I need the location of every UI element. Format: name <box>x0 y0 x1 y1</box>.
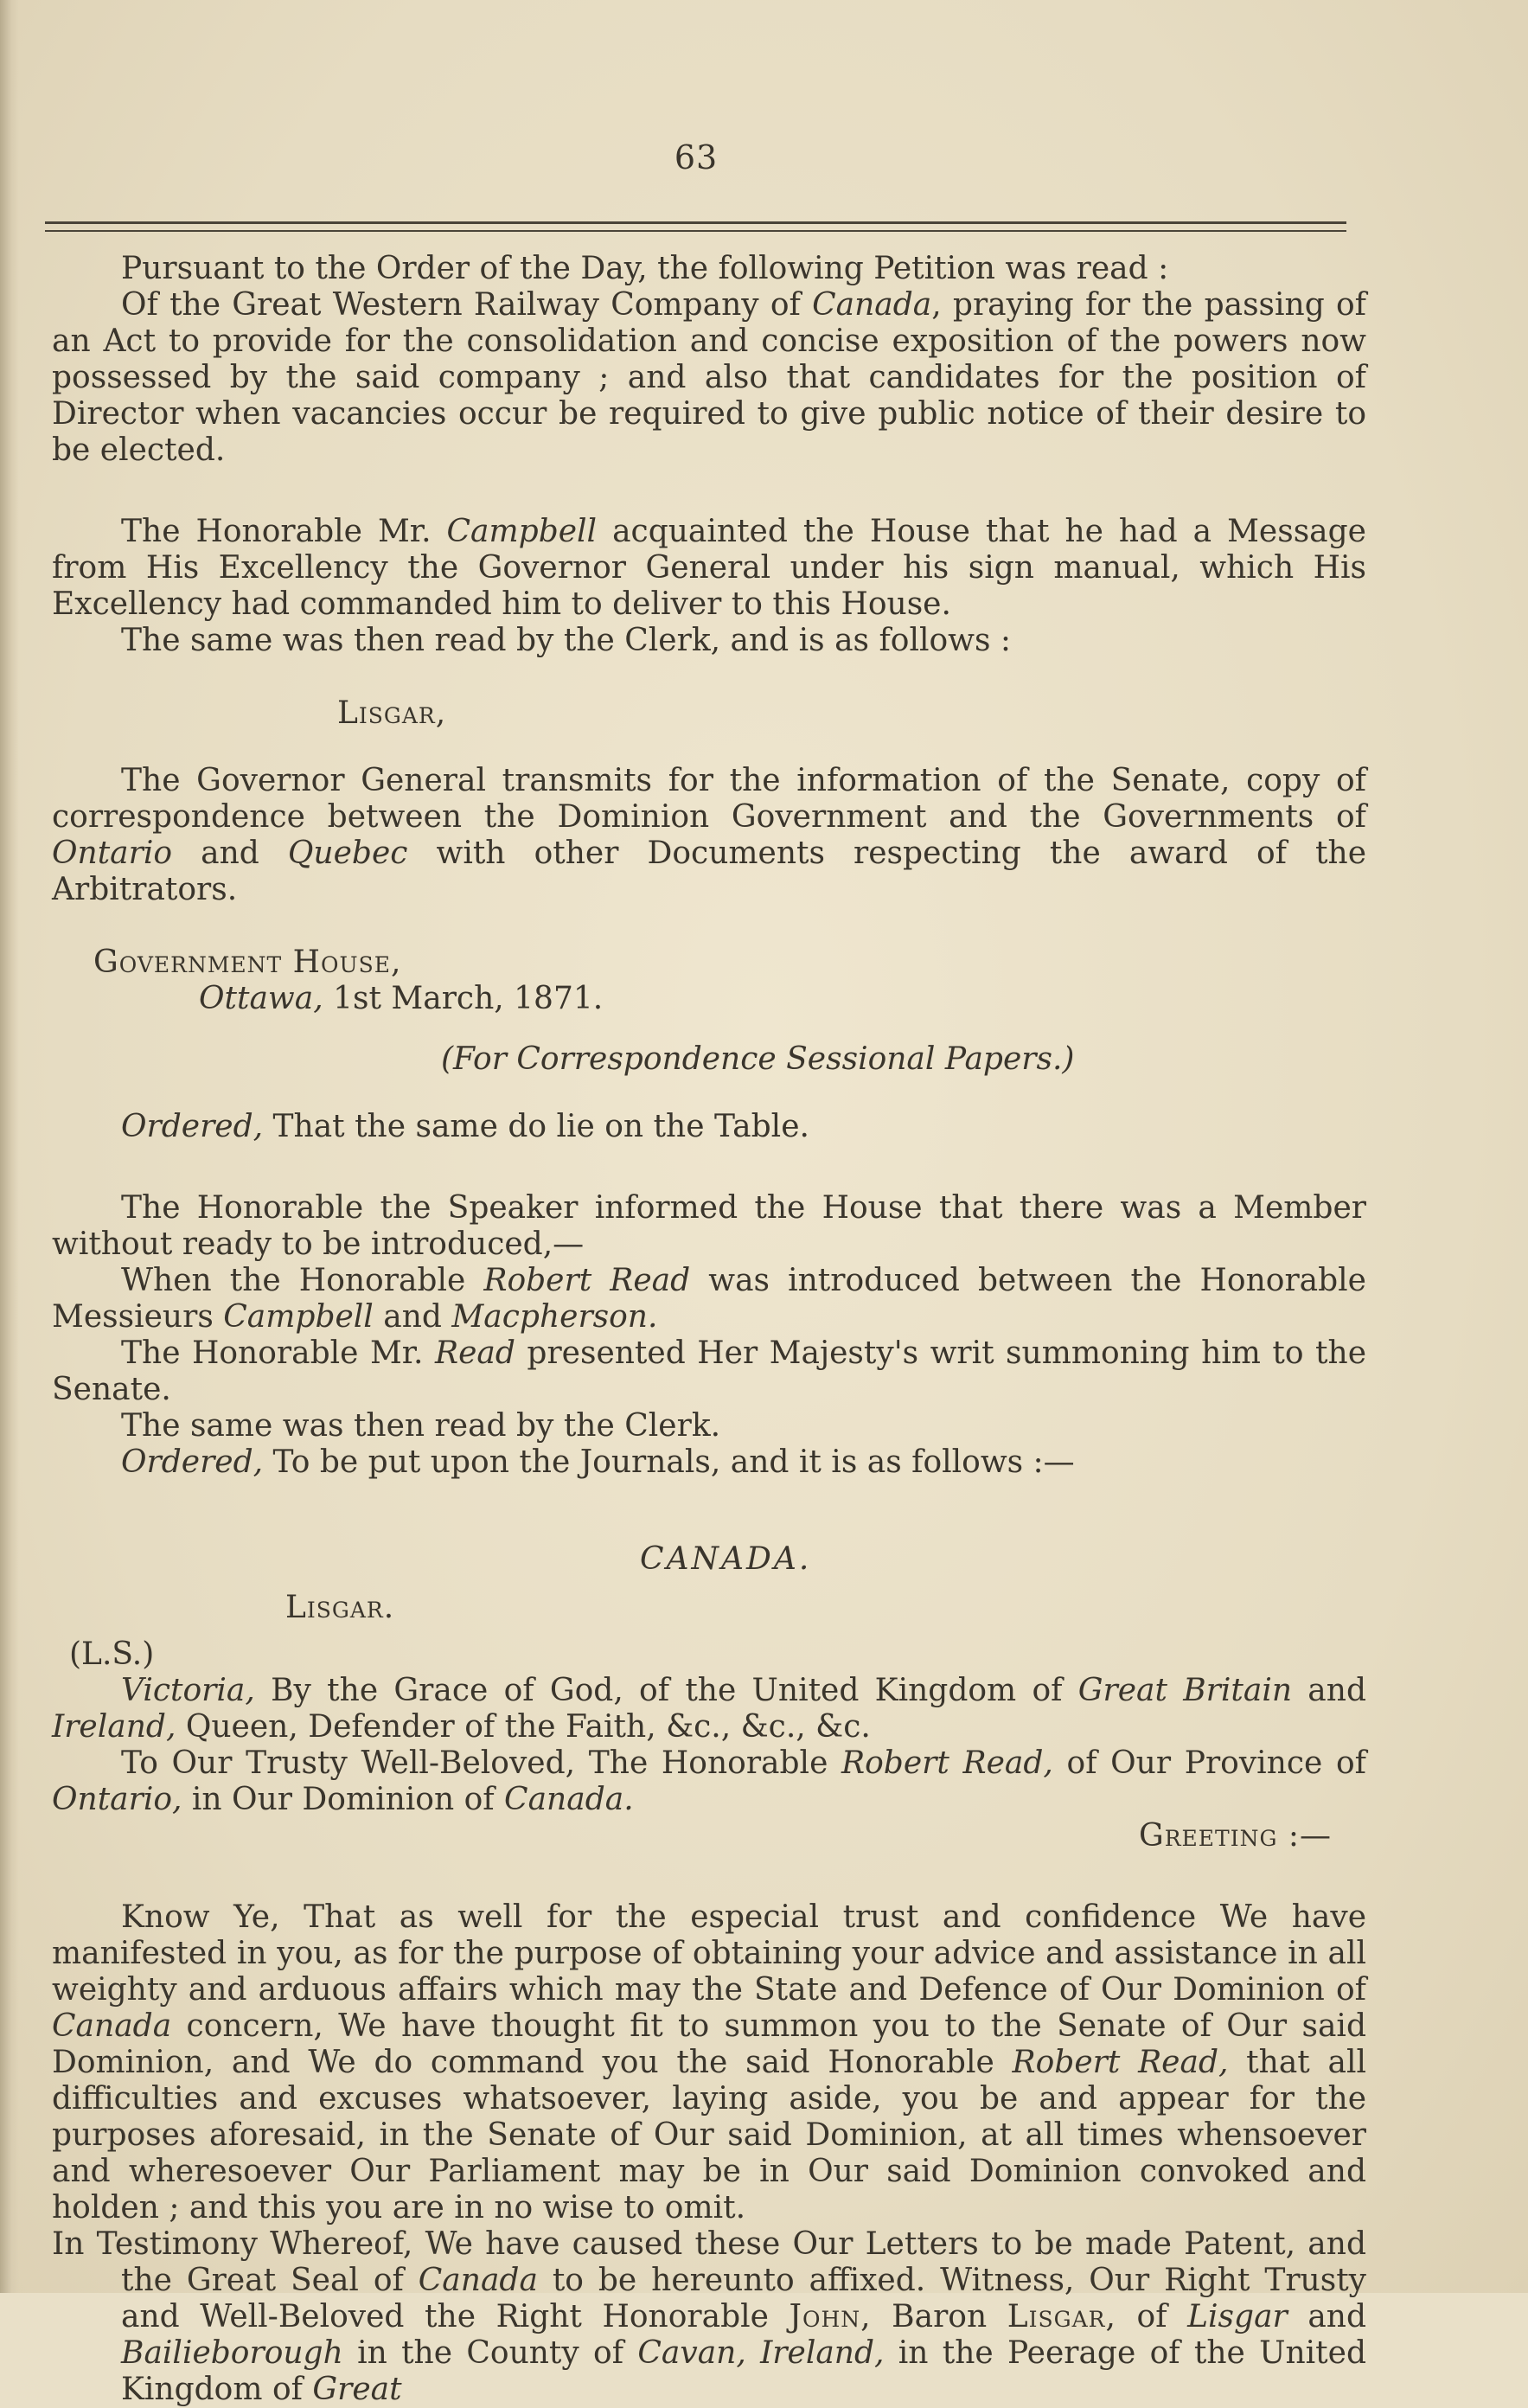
writ-presented: The Honorable Mr. Read presented Her Majesty's writ summoning him to the Senate. <box>52 1335 1366 1407</box>
writ-signature: Lisgar. <box>285 1590 395 1625</box>
message-signature: Lisgar, <box>337 695 447 731</box>
writ-addressee: To Our Trusty Well-Beloved, The Honorable Robert Read, of Our Province of Ontario, in Our Dominion of Canada. <box>52 1745 1366 1817</box>
header-rule-bottom <box>45 230 1346 232</box>
message-date: Ottawa, 1st March, 1871. <box>199 981 604 1016</box>
member-introduced: When the Honorable Robert Read was introduced between the Honorable Messieurs Campbell and Macpherson. <box>52 1263 1366 1335</box>
page-body <box>52 251 1366 2408</box>
binding-gutter <box>0 0 19 2293</box>
correspondence-note: (For Correspondence Sessional Papers.) <box>441 1041 1075 1077</box>
message-announcement: The Honorable Mr. Campbell acquainted the House that he had a Message from His Excellency the Governor General under his sign manual, which His Excellency had commanded him to deliver to this House. <box>52 514 1366 622</box>
writ-read: The same was then read by the Clerk. <box>121 1408 721 1444</box>
seal-mark: (L.S.) <box>69 1636 155 1672</box>
writ-title: CANADA. <box>640 1541 812 1577</box>
government-house: Government House, <box>93 945 402 980</box>
header-rule-top <box>45 221 1346 224</box>
ordered-journals: Ordered, To be put upon the Journals, and it is as follows :— <box>121 1444 1075 1480</box>
ordered-lie-on-table: Ordered, That the same do lie on the Table. <box>121 1109 809 1144</box>
message-body: The Governor General transmits for the information of the Senate, copy of correspondence between the Dominion Government and the Governments of Ontario and Quebec with other Documents respecting the award of the Arbitrators. <box>52 763 1366 907</box>
petition-intro: Pursuant to the Order of the Day, the following Petition was read : <box>121 251 1169 286</box>
writ-know-ye: Know Ye, That as well for the especial trust and confidence We have manifested in you, as for the purpose of obtaining your advice and assistance in all weighty and arduous affairs which may the State and Defence of Our Dominion of Canada concern, We have thought fit to summon you to the Senate of Our said Dominion, and We do command you the said Honorable Robert Read, that all difficulties and excuses whatsoever, laying aside, you be and appear for the purposes aforesaid, in the Senate of Our said Dominion, at all times whensoever and wheresoever Our Parliament may be in Our said Dominion convoked and holden ; and this you are in no wise to omit. <box>52 1899 1366 2225</box>
writ-greeting: Greeting :— <box>1138 1818 1332 1854</box>
speaker-announcement: The Honorable the Speaker informed the House that there was a Member without ready to be introduced,— <box>52 1190 1366 1262</box>
page-number: 63 <box>674 138 719 176</box>
writ-victoria: Victoria, By the Grace of God, of the United Kingdom of Great Britain and Ireland, Queen, Defender of the Faith, &c., &c., &c. <box>52 1673 1367 1745</box>
message-read-line: The same was then read by the Clerk, and is as follows : <box>121 623 1012 658</box>
writ-testimony: In Testimony Whereof, We have caused these Our Letters to be made Patent, and the Great Seal of Canada to be hereunto affixed. Witness, Our Right Trusty and Well-Beloved the Right Honorable John, Baron Lisgar, of Lisgar and Bailieborough in the County of Cavan, Ireland, in the Peerage of the United Kingdom of Great <box>52 2226 1367 2407</box>
petition-body: Of the Great Western Railway Company of Canada, praying for the passing of an Act to provide for the consolidation and concise exposition of the powers now possessed by the said company ; and also that candidates for the position of Director when vacancies occur be required to give public notice of their desire to be elected. <box>52 287 1366 468</box>
